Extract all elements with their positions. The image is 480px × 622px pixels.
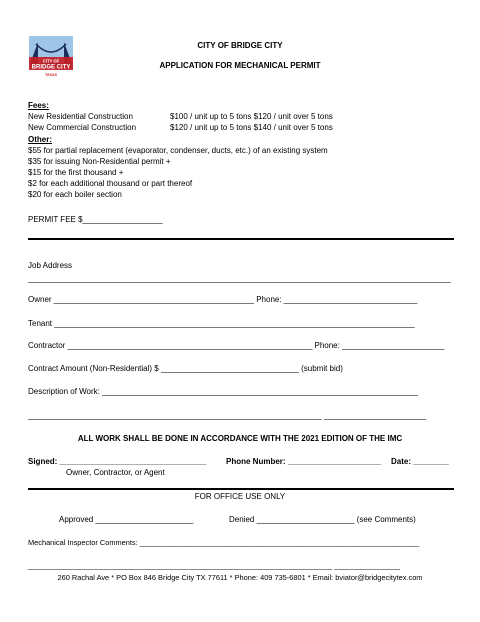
- office-heading: FOR OFFICE USE ONLY: [194, 492, 286, 501]
- fee-row-commercial-value: $120 / unit up to 5 tons $140 / unit over 5 tons: [170, 123, 333, 132]
- description-field[interactable]: Description of Work: _______________________________________________________________________: [28, 387, 418, 396]
- date-field[interactable]: Date: ________: [391, 457, 449, 466]
- other-line: $15 for the first thousand +: [28, 168, 124, 177]
- permit-fee-field[interactable]: PERMIT FEE $__________________: [28, 215, 163, 224]
- owner-field[interactable]: Owner _____________________________________________ Phone: ______________________________: [28, 295, 418, 304]
- approved-field[interactable]: Approved ______________________: [59, 515, 194, 524]
- form-title: APPLICATION FOR MECHANICAL PERMIT: [159, 61, 321, 70]
- city-title: CITY OF BRIDGE CITY: [197, 41, 283, 50]
- city-logo: [28, 34, 74, 80]
- other-heading: Other:: [28, 135, 52, 144]
- logo-text-3: TEXAS: [45, 73, 57, 77]
- logo-text-2: BRIDGE CITY: [31, 64, 71, 71]
- job-address-label: Job Address: [28, 261, 73, 270]
- denied-field[interactable]: Denied ______________________ (see Comments): [229, 515, 416, 524]
- footer-contact: 260 Rachal Ave * PO Box 846 Bridge City TX 77611 * Phone: 409 735-6801 * Email: bviator@bridgecitytex.com: [57, 573, 423, 582]
- signature-caption: Owner, Contractor, or Agent: [66, 468, 165, 477]
- inspector-comments-field[interactable]: Mechanical Inspector Comments: ____________________________________________________________________: [28, 538, 420, 547]
- contractor-field[interactable]: Contractor _______________________________________________________ Phone: _______________________: [28, 341, 445, 350]
- inspector-comments-line-2[interactable]: __________________________________________________________________________ ________________: [28, 561, 400, 570]
- signed-field[interactable]: Signed: _________________________________: [28, 457, 207, 466]
- job-address-field[interactable]: _______________________________________________________________________________________________: [28, 274, 451, 283]
- contract-amount-field[interactable]: Contract Amount (Non-Residential) $ _______________________________ (submit bid): [28, 364, 343, 373]
- logo-text-1: CITY OF: [42, 58, 60, 64]
- fee-row-commercial-label: New Commercial Construction: [28, 123, 137, 132]
- fees-heading: Fees:: [28, 101, 49, 110]
- other-line: $20 for each boiler section: [28, 190, 122, 199]
- other-line: $35 for issuing Non-Residential permit +: [28, 157, 171, 166]
- office-divider: [28, 488, 454, 490]
- section-divider: [28, 238, 454, 240]
- tenant-field[interactable]: Tenant _________________________________________________________________________________: [28, 319, 415, 328]
- imc-notice: ALL WORK SHALL BE DONE IN ACCORDANCE WITH THE 2021 EDITION OF THE IMC: [77, 434, 403, 443]
- other-line: $55 for partial replacement (evaporator, condenser, ducts, etc.) of an existing system: [28, 146, 328, 155]
- fee-row-residential-value: $100 / unit up to 5 tons $120 / unit over 5 tons: [170, 112, 333, 121]
- phone-number-field[interactable]: Phone Number: _____________________: [226, 457, 382, 466]
- other-line: $2 for each additional thousand or part thereof: [28, 179, 193, 188]
- fee-row-residential-label: New Residential Construction: [28, 112, 133, 121]
- description-line-2[interactable]: __________________________________________________________________ _______________________: [28, 411, 427, 420]
